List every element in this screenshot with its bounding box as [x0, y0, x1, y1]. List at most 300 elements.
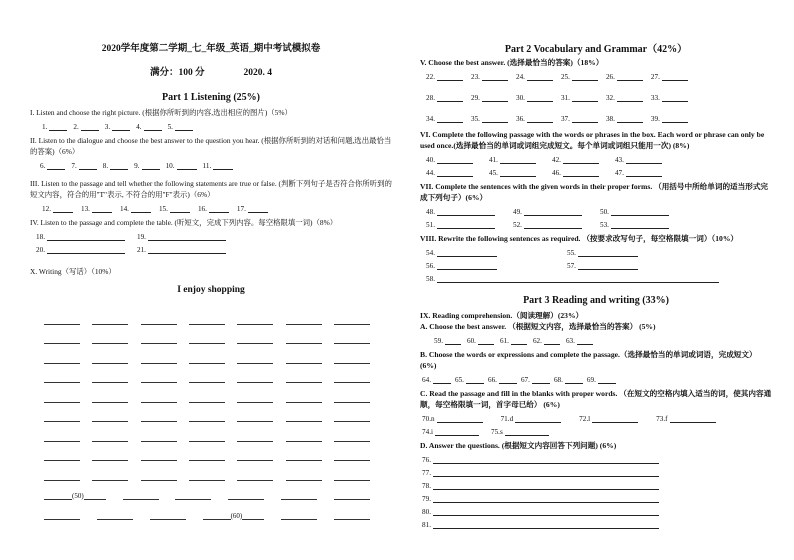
answer-blank[interactable]: 9.: [134, 161, 159, 170]
question-number: 72.l: [579, 415, 591, 423]
writing-blank[interactable]: [44, 342, 80, 344]
blank-line: [670, 414, 716, 423]
part1-title: Part 1 Listening (25%): [161, 92, 261, 103]
blank-line: [437, 207, 495, 216]
answer-blank[interactable]: [426, 168, 473, 177]
section-9-instructions: IX. Reading comprehension.（阅读理解）(23%）: [420, 311, 584, 320]
answer-blank[interactable]: 15.: [159, 204, 190, 213]
blank-line: [499, 375, 517, 384]
blank-line: [482, 72, 508, 81]
writing-row: [30, 305, 370, 325]
writing-blank[interactable]: [92, 323, 128, 325]
writing-blank[interactable]: [334, 440, 370, 442]
writing-blank[interactable]: [141, 401, 177, 403]
answer-blank[interactable]: 1.: [42, 122, 67, 131]
blank-line: [565, 375, 583, 384]
answer-row: [420, 452, 772, 464]
answer-blank[interactable]: [422, 427, 479, 436]
question-number: 56.: [426, 262, 435, 270]
word-count-marker: (50): [44, 492, 106, 500]
question-number: 74.i: [422, 428, 433, 436]
answer-row: [420, 258, 772, 270]
answer-blank[interactable]: [491, 427, 549, 436]
section-7-answers: [420, 204, 772, 229]
question-number: 53.: [599, 221, 609, 229]
question-number: 67.: [520, 376, 530, 384]
answer-blank[interactable]: 7.: [71, 161, 96, 170]
answer-blank[interactable]: 20.: [36, 245, 125, 254]
blank-line: [437, 72, 463, 81]
blank-line: [611, 220, 669, 229]
writing-blank[interactable]: [175, 498, 211, 500]
question-number: 44.: [426, 169, 435, 177]
writing-blank[interactable]: [189, 440, 225, 442]
answer-blank[interactable]: [606, 72, 643, 81]
blank-line: [592, 414, 638, 423]
writing-row: [30, 403, 370, 423]
writing-blank[interactable]: [189, 459, 225, 461]
answer-blank[interactable]: [615, 155, 662, 164]
writing-blank[interactable]: [281, 518, 317, 520]
left-column: [30, 36, 392, 520]
section-a-answers: [420, 333, 772, 345]
answer-blank[interactable]: [651, 93, 688, 102]
section-1-instructions: I. Listen and choose the right picture. (根据你所听到的内容,选出相应的图片)（5%）: [30, 108, 292, 117]
writing-blank[interactable]: [286, 323, 322, 325]
blank-line: [433, 375, 451, 384]
blank-line: [563, 168, 599, 177]
answer-blank[interactable]: [566, 336, 593, 345]
writing-blank[interactable]: [92, 401, 128, 403]
answer-row: [420, 465, 772, 477]
question-number: 30.: [515, 94, 525, 102]
answer-blank[interactable]: [426, 93, 463, 102]
answer-blank[interactable]: [587, 375, 616, 384]
writing-blank[interactable]: [189, 479, 225, 481]
writing-blank[interactable]: [228, 498, 264, 500]
writing-blank[interactable]: [44, 440, 80, 442]
writing-blank[interactable]: [150, 518, 186, 520]
blank-line: [433, 507, 659, 516]
answer-blank[interactable]: [426, 114, 463, 123]
blank-line: [437, 248, 497, 257]
section-5-instructions: V. Choose the best answer. (选择最恰当的答案)（18%）: [420, 58, 604, 67]
answer-blank[interactable]: [600, 207, 669, 216]
section-8-instructions: VIII. Rewrite the following sentences as required. （按要求改写句子，每空格限填一词）（10%）: [420, 234, 739, 243]
blank-line: [527, 72, 553, 81]
answer-blank[interactable]: [422, 414, 483, 423]
writing-blank[interactable]: [334, 518, 370, 520]
blank-line: [578, 261, 638, 270]
blank-line: [662, 114, 688, 123]
section-c-row-1: [420, 411, 772, 423]
writing-blank[interactable]: [286, 381, 322, 383]
answer-blank[interactable]: [471, 72, 508, 81]
writing-blank[interactable]: [97, 518, 133, 520]
blank-line: [572, 114, 598, 123]
section-c-row-2: [420, 424, 772, 436]
writing-blank[interactable]: [334, 459, 370, 461]
answer-blank[interactable]: [516, 114, 553, 123]
blank-line: [437, 168, 473, 177]
question-number: 79.: [422, 495, 431, 503]
answer-blank[interactable]: [489, 155, 536, 164]
blank-line: [433, 520, 659, 529]
blank-line: [433, 455, 659, 464]
section-c-instructions: C. Read the passage and fill in the blanks with proper words. （在短文的空格内填入适当的词，使其内容通顺，每空格限填一词，首字母已给） (6%): [420, 389, 772, 409]
answer-blank[interactable]: 6.: [40, 161, 65, 170]
section-8-answers: [420, 245, 772, 270]
writing-blank[interactable]: [141, 459, 177, 461]
section-6-answers: [420, 152, 772, 177]
full-marks: 满分：100 分: [150, 68, 205, 78]
answer-blank[interactable]: [426, 220, 495, 229]
answer-blank[interactable]: [567, 248, 638, 257]
question-number: 33.: [650, 94, 660, 102]
blank-line: [617, 72, 643, 81]
writing-blank[interactable]: [44, 518, 80, 520]
writing-blank[interactable]: [92, 479, 128, 481]
answer-blank[interactable]: [426, 261, 497, 270]
writing-blank[interactable]: [189, 342, 225, 344]
part2-title: Part 2 Vocabulary and Grammar（42%）: [504, 44, 688, 55]
blank-line: [478, 336, 494, 345]
answer-blank[interactable]: [521, 375, 550, 384]
answer-blank[interactable]: [516, 72, 553, 81]
answer-blank[interactable]: [422, 507, 659, 516]
answer-blank[interactable]: [467, 336, 494, 345]
question-number: 76.: [422, 456, 431, 464]
writing-blank[interactable]: [44, 362, 80, 364]
blank-line: [500, 168, 536, 177]
answer-blank[interactable]: [422, 520, 659, 529]
question-number: 69.: [586, 376, 596, 384]
answer-blank[interactable]: [552, 155, 599, 164]
blank-line: [437, 261, 497, 270]
question-number: 71.d: [500, 415, 514, 423]
answer-blank[interactable]: 17.: [237, 204, 268, 213]
writing-blank[interactable]: [286, 342, 322, 344]
question-number: 64.: [422, 376, 431, 384]
question-number: 28.: [426, 94, 435, 102]
answer-blank[interactable]: [426, 72, 463, 81]
question-number: 59.: [434, 337, 443, 345]
writing-blank[interactable]: [237, 440, 273, 442]
writing-blank[interactable]: [286, 479, 322, 481]
blank-line: [437, 93, 463, 102]
writing-blank[interactable]: [334, 342, 370, 344]
answer-blank[interactable]: [426, 248, 497, 257]
blank-line: [433, 481, 659, 490]
question-number: 77.: [422, 469, 431, 477]
answer-blank[interactable]: 13.: [81, 204, 112, 213]
blank-line: [482, 93, 508, 102]
writing-blank[interactable]: [286, 440, 322, 442]
question-number: 45.: [488, 169, 498, 177]
writing-blank[interactable]: [281, 498, 317, 500]
question-number: 81.: [422, 521, 431, 529]
question-number: 57.: [566, 262, 576, 270]
answer-blank[interactable]: [422, 481, 659, 490]
section-b-instructions: B. Choose the words or expressions and complete the passage.（选择最恰当的单词或词语，完成短文） (6%): [420, 350, 757, 370]
answer-blank[interactable]: [422, 494, 659, 503]
writing-blank[interactable]: [334, 420, 370, 422]
writing-blank[interactable]: [141, 362, 177, 364]
blank-line: [500, 155, 536, 164]
question-number: 51.: [426, 221, 435, 229]
question-number: 55.: [566, 249, 576, 257]
writing-row: [30, 325, 370, 345]
writing-blank[interactable]: [334, 323, 370, 325]
answer-blank[interactable]: [501, 414, 562, 423]
writing-blank[interactable]: [334, 401, 370, 403]
blank-line: [437, 155, 473, 164]
writing-blank[interactable]: [44, 323, 80, 325]
answer-blank[interactable]: 10.: [166, 161, 197, 170]
answer-blank[interactable]: 12.: [42, 204, 73, 213]
blank-line: [524, 207, 582, 216]
blank-line: [626, 168, 662, 177]
question-number: 36.: [515, 115, 525, 123]
answer-blank[interactable]: [567, 261, 638, 270]
writing-blank[interactable]: [237, 342, 273, 344]
writing-blank[interactable]: [44, 401, 80, 403]
answer-blank[interactable]: [513, 207, 582, 216]
answer-blank[interactable]: [516, 93, 553, 102]
question-number: 26.: [605, 73, 615, 81]
answer-blank[interactable]: [552, 168, 599, 177]
question-number: 54.: [426, 249, 435, 257]
section-4-instructions: IV. Listen to the passage and complete the table. (听短文，完成下列内容。每空格限填一词)（8%）: [30, 218, 338, 227]
answer-blank[interactable]: [600, 220, 669, 229]
question-number: 50.: [599, 208, 609, 216]
writing-row: [30, 500, 370, 520]
writing-blank[interactable]: [286, 420, 322, 422]
writing-row: [30, 461, 370, 481]
writing-blank[interactable]: [286, 401, 322, 403]
answer-row: [420, 478, 772, 490]
answer-row: [420, 517, 772, 529]
question-number: 27.: [650, 73, 660, 81]
writing-blank[interactable]: [44, 479, 80, 481]
writing-blank[interactable]: [286, 459, 322, 461]
blank-line: [445, 336, 461, 345]
question-number: 23.: [470, 73, 480, 81]
writing-blank[interactable]: [189, 362, 225, 364]
blank-line: [544, 336, 560, 345]
writing-blank[interactable]: [141, 381, 177, 383]
answer-row: [420, 372, 772, 384]
writing-blank[interactable]: [286, 362, 322, 364]
question-number: 61.: [499, 337, 509, 345]
question-number: 42.: [551, 156, 561, 164]
question-number: 37.: [560, 115, 570, 123]
blank-line: [437, 414, 483, 423]
blank-line: [578, 248, 638, 257]
blank-line: [527, 93, 553, 102]
writing-blank[interactable]: [92, 440, 128, 442]
writing-blank[interactable]: [334, 479, 370, 481]
answer-blank[interactable]: [561, 72, 598, 81]
answer-blank[interactable]: 19.: [137, 232, 226, 241]
answer-blank[interactable]: [422, 468, 659, 477]
writing-blank[interactable]: [92, 459, 128, 461]
answer-row: [420, 90, 772, 102]
answer-blank[interactable]: [500, 336, 527, 345]
answer-blank[interactable]: 3.: [105, 122, 130, 131]
question-number: 46.: [551, 169, 561, 177]
writing-blank[interactable]: [141, 479, 177, 481]
writing-blank[interactable]: [123, 498, 159, 500]
writing-blank[interactable]: [92, 362, 128, 364]
blank-line: [505, 427, 549, 436]
answer-blank[interactable]: [579, 414, 638, 423]
writing-blank[interactable]: [237, 459, 273, 461]
blank-line: [611, 207, 669, 216]
answer-blank[interactable]: [471, 93, 508, 102]
writing-blank[interactable]: [92, 381, 128, 383]
answer-blank[interactable]: 4.: [136, 122, 161, 131]
answer-row: [420, 69, 772, 81]
writing-row: [30, 481, 370, 501]
answer-blank[interactable]: 16.: [198, 204, 229, 213]
answer-blank[interactable]: 11.: [203, 161, 234, 170]
question-number: 80.: [422, 508, 431, 516]
question-number: 24.: [515, 73, 525, 81]
writing-blank[interactable]: [237, 479, 273, 481]
answer-blank[interactable]: [615, 168, 662, 177]
writing-row: [30, 442, 370, 462]
question-number: 32.: [605, 94, 615, 102]
writing-blank[interactable]: [237, 381, 273, 383]
writing-row: [30, 344, 370, 364]
answer-blank[interactable]: [513, 220, 582, 229]
writing-blank[interactable]: [334, 362, 370, 364]
blank-line: [527, 114, 553, 123]
writing-grid[interactable]: [30, 305, 370, 520]
answer-blank[interactable]: 21.: [137, 245, 226, 254]
exam-date: 2020. 4: [243, 68, 272, 78]
answer-row: [420, 424, 772, 436]
writing-blank[interactable]: [44, 459, 80, 461]
exam-meta: [30, 64, 392, 78]
writing-blank[interactable]: [189, 401, 225, 403]
writing-blank[interactable]: [44, 381, 80, 383]
question-number: 78.: [422, 482, 431, 490]
answer-blank[interactable]: [656, 414, 715, 423]
answer-blank[interactable]: [489, 168, 536, 177]
question-number: 38.: [605, 115, 615, 123]
answer-blank[interactable]: 14.: [120, 204, 151, 213]
writing-blank[interactable]: [92, 420, 128, 422]
answer-blank[interactable]: [471, 114, 508, 123]
writing-blank[interactable]: [237, 362, 273, 364]
answer-blank[interactable]: [426, 155, 473, 164]
writing-title: I enjoy shopping: [177, 285, 245, 295]
writing-blank[interactable]: [141, 342, 177, 344]
answer-row: [420, 245, 772, 257]
writing-row: [30, 364, 370, 384]
writing-blank[interactable]: [237, 323, 273, 325]
section-a-instructions: A. Choose the best answer. （根据短文内容，选择最恰当的答案） (5%): [420, 322, 656, 331]
blank-line: [617, 114, 643, 123]
question-number: 65.: [454, 376, 464, 384]
answer-blank[interactable]: 2.: [73, 122, 98, 131]
answer-blank[interactable]: [455, 375, 484, 384]
answer-blank[interactable]: [651, 72, 688, 81]
blank-line: [433, 494, 659, 503]
answer-blank[interactable]: [606, 93, 643, 102]
blank-line: [433, 468, 659, 477]
blank-line: [437, 114, 463, 123]
right-column: [420, 36, 772, 529]
answer-blank[interactable]: 8.: [103, 161, 128, 170]
writing-blank[interactable]: [237, 401, 273, 403]
blank-line: [466, 375, 484, 384]
answer-blank[interactable]: [434, 336, 461, 345]
blank-line: [435, 427, 479, 436]
question-number: 43.: [614, 156, 624, 164]
answer-blank[interactable]: [488, 375, 517, 384]
answer-blank[interactable]: [561, 93, 598, 102]
writing-blank[interactable]: [189, 323, 225, 325]
section-d-instructions: D. Answer the questions. (根据短文内容回答下列问题) (6%): [420, 441, 617, 450]
writing-blank[interactable]: [334, 498, 370, 500]
writing-blank[interactable]: [44, 420, 80, 422]
writing-blank[interactable]: [189, 381, 225, 383]
answer-blank[interactable]: 5.: [168, 122, 193, 131]
answer-blank[interactable]: [422, 455, 659, 464]
answer-blank[interactable]: 18.: [36, 232, 125, 241]
section-3-answers: [30, 201, 392, 213]
section-7-instructions: VII. Complete the sentences with the given words in their proper forms. （用括号中所给单词的适当形式完成下列句子）(6%）: [420, 182, 769, 202]
blank-line: [515, 414, 561, 423]
answer-blank[interactable]: 58.: [426, 274, 719, 283]
blank-line: [437, 220, 495, 229]
answer-blank[interactable]: [561, 114, 598, 123]
section-2-instructions: II. Listen to the dialogue and choose the best answer to the question you hear. (根据你所听到的对话和问题,选出最恰当的答案)（6%）: [30, 136, 392, 156]
answer-row: [420, 152, 772, 164]
answer-row: [420, 491, 772, 503]
question-number: 49.: [512, 208, 522, 216]
writing-label: X. Writing（写话）（10%）: [30, 267, 116, 276]
question-number: 47.: [614, 169, 624, 177]
question-number: 35.: [470, 115, 480, 123]
writing-blank[interactable]: [141, 323, 177, 325]
answer-blank[interactable]: [606, 114, 643, 123]
writing-blank[interactable]: [189, 420, 225, 422]
answer-blank[interactable]: [554, 375, 583, 384]
question-number: 73.f: [656, 415, 668, 423]
writing-blank[interactable]: [92, 342, 128, 344]
writing-blank[interactable]: [334, 381, 370, 383]
question-number: 22.: [426, 73, 435, 81]
writing-blank[interactable]: [141, 440, 177, 442]
answer-blank[interactable]: [422, 375, 451, 384]
section-d-answers: [420, 452, 772, 529]
question-number: 70.n: [422, 415, 435, 423]
writing-blank[interactable]: [141, 420, 177, 422]
question-number: 52.: [512, 221, 522, 229]
question-number: 34.: [426, 115, 435, 123]
question-number: 29.: [470, 94, 480, 102]
answer-blank[interactable]: [426, 207, 495, 216]
writing-blank[interactable]: [237, 420, 273, 422]
answer-blank[interactable]: [533, 336, 560, 345]
blank-line: [524, 220, 582, 229]
answer-blank[interactable]: [651, 114, 688, 123]
blank-line: [617, 93, 643, 102]
